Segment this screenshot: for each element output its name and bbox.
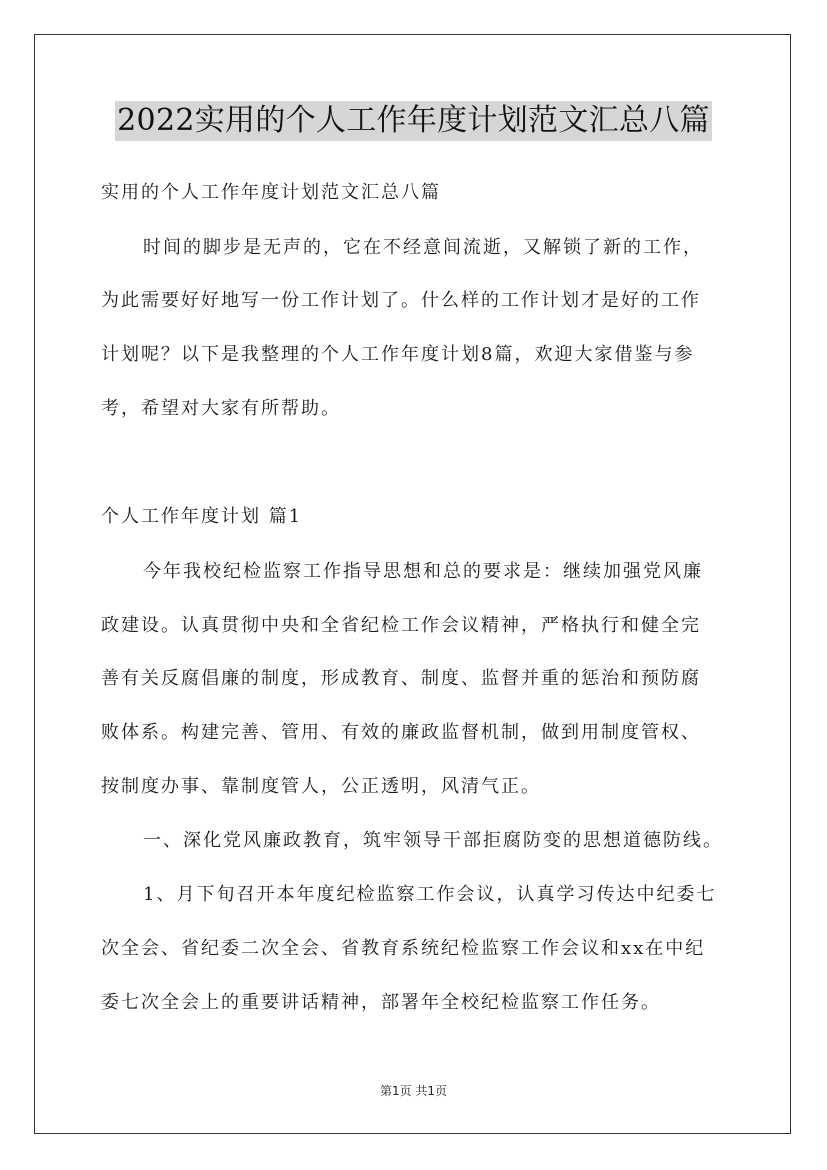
intro-line: 考，希望对大家有所帮助。 <box>101 398 341 419</box>
body-line: 今年我校纪检监察工作指导思想和总的要求是：继续加强党风廉 <box>143 561 703 582</box>
body-line: 败体系。构建完善、管用、有效的廉政监督机制，做到用制度管权、 <box>101 722 701 743</box>
body-line: 次全会、省纪委二次全会、省教育系统纪检监察工作会议和xx在中纪 <box>101 938 706 959</box>
body-line: 善有关反腐倡廉的制度，形成教育、制度、监督并重的惩治和预防腐 <box>101 668 701 689</box>
body-line: 政建设。认真贯彻中央和全省纪检工作会议精神，严格执行和健全完 <box>101 615 701 636</box>
intro-line: 时间的脚步是无声的，它在不经意间流逝，又解锁了新的工作， <box>143 237 703 258</box>
section-heading: 个人工作年度计划 篇1 <box>101 506 303 527</box>
body-line: 1、月下旬召开本年度纪检监察工作会议，认真学习传达中纪委七 <box>143 884 717 905</box>
page-footer: 第1页 共1页 <box>379 1084 448 1098</box>
body-line: 一、深化党风廉政教育，筑牢领导干部拒腐防变的思想道德防线。 <box>143 830 723 851</box>
body-line: 按制度办事、靠制度管人，公正透明，风清气正。 <box>101 776 541 797</box>
body-line: 委七次全会上的重要讲话精神，部署年全校纪检监察工作任务。 <box>101 992 661 1013</box>
intro-line: 计划呢？以下是我整理的个人工作年度计划8篇，欢迎大家借鉴与参 <box>101 344 695 365</box>
title-container <box>0 101 827 141</box>
document-title: 2022实用的个人工作年度计划范文汇总八篇 <box>115 101 712 141</box>
intro-line: 为此需要好好地写一份工作计划了。什么样的工作计划才是好的工作 <box>101 290 701 311</box>
document-subtitle: 实用的个人工作年度计划范文汇总八篇 <box>101 182 441 203</box>
